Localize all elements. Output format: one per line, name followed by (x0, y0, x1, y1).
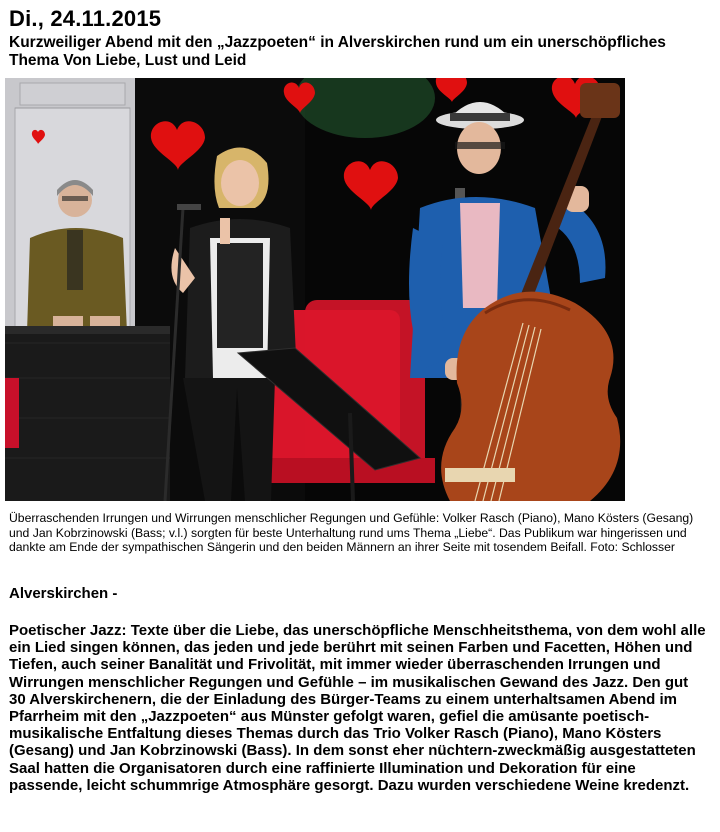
article-date: Di., 24.11.2015 (9, 6, 162, 31)
concert-photo-illustration (5, 78, 625, 501)
photo-caption: Überraschenden Irrungen und Wirrungen menschlicher Regungen und Gefühle: Volker Rasch (Piano), Mano Kösters (Gesang) und Jan Kobrzinowski (Bass; v.l.) sorgten für beste Unterhaltung rund ums Thema „Liebe“. Das Publikum war hingerissen und dankte am Ende der sympathischen Sängerin und den beiden Männern an ihrer Seite mit tosendem Beifall. Foto: Schlosser (9, 511, 694, 555)
article-body: Poetischer Jazz: Texte über die Liebe, das unerschöpfliche Menschheitsthema, von dem wohl alle ein Lied singen können, das jeden und jede berührt mit seinen Farben und Facetten, Höhen und Tiefen, auch seiner Banalität und Frivolität, mit immer wieder überraschenden Irrungen und Wirrungen menschlicher Regungen und Gefühle – im musikalischen Gewand des Jazz. Den gut 30 Alverskirchenern, die der Einladung des Bürger-Teams zu einem unterhaltsamen Abend im Pfarrheim mit den „Jazzpoeten“ aus Münster gefolgt waren, gefiel die amüsante poetisch-musikalische Entfaltung dieses Themas durch das Trio Volker Rasch (Piano), Mano Kösters (Gesang) und Jan Kobrzinowski (Bass). In dem sonst eher nüchtern-zweckmäßig ausgestatteten Saal hatten die Organisatoren durch eine raffinierte Illumination und Dekoration für eine passende, leicht schummrige Atmosphäre gesorgt. Dazu wurden verschiedene Weine kredenzt. (9, 622, 706, 794)
article-headline: Kurzweiliger Abend mit den „Jazzpoeten“ in Alverskirchen rund um ein unerschöpfliches Thema Von Liebe, Lust und Leid (9, 34, 666, 69)
article-photo (5, 78, 625, 501)
article-location: Alverskirchen - (9, 585, 118, 602)
